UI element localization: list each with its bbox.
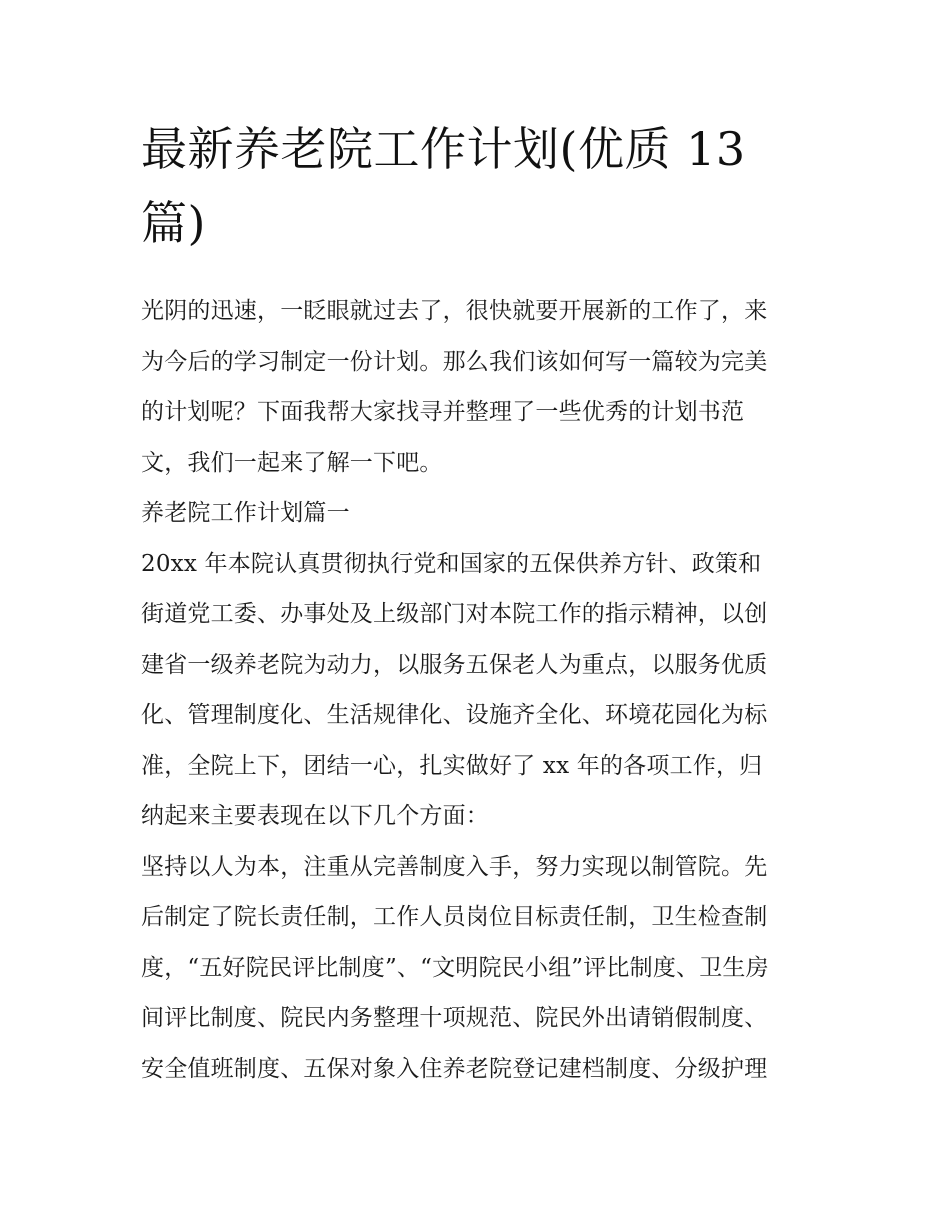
text-line: 坚持以人为本，注重从完善制度入手，努力实现以制管院。先 (141, 853, 768, 880)
text-line: 安全值班制度、五保对象入住养老院登记建档制度、分级护理 (141, 1055, 768, 1082)
text-line: 化、管理制度化、生活规律化、设施齐全化、环境花园化为标 (141, 702, 768, 728)
text-line: 文，我们一起来了解一下吧。 (141, 449, 443, 476)
text-line: 间评比制度、院民内务整理十项规范、院民外出请销假制度、 (141, 1005, 768, 1031)
section-heading (141, 488, 813, 539)
text-line: 养老院工作计划篇一 (141, 500, 350, 526)
document-title (141, 112, 813, 260)
body-paragraph (141, 539, 813, 842)
text-line: 光阴的迅速，一眨眼就过去了，很快就要开展新的工作了，来 (141, 298, 768, 324)
text-line: 的计划呢？下面我帮大家找寻并整理了一些优秀的计划书范 (141, 399, 745, 425)
text-line: 纳起来主要表现在以下几个方面： (141, 803, 489, 829)
text-line: 准，全院上下，团结一心，扎实做好了 xx 年的各项工作，归 (141, 752, 763, 779)
document-body (141, 112, 813, 1094)
text-line: 后制定了院长责任制，工作人员岗位目标责任制，卫生检查制 (141, 904, 768, 930)
text-line: 建省一级养老院为动力，以服务五保老人为重点，以服务优质 (141, 651, 768, 678)
title-line: 篇) (141, 196, 206, 250)
text-line: 街道党工委、办事处及上级部门对本院工作的指示精神，以创 (141, 601, 768, 627)
text-line: 度，“五好院民评比制度”、“文明院民小组”评比制度、卫生房 (141, 954, 769, 981)
text-line: 20xx 年本院认真贯彻执行党和国家的五保供养方针、政策和 (141, 550, 762, 577)
body-paragraph (141, 842, 813, 1095)
intro-paragraph (141, 286, 813, 488)
text-line: 为今后的学习制定一份计划。那么我们该如何写一篇较为完美 (141, 348, 768, 375)
title-line: 最新养老院工作计划(优质 13 (141, 122, 746, 176)
